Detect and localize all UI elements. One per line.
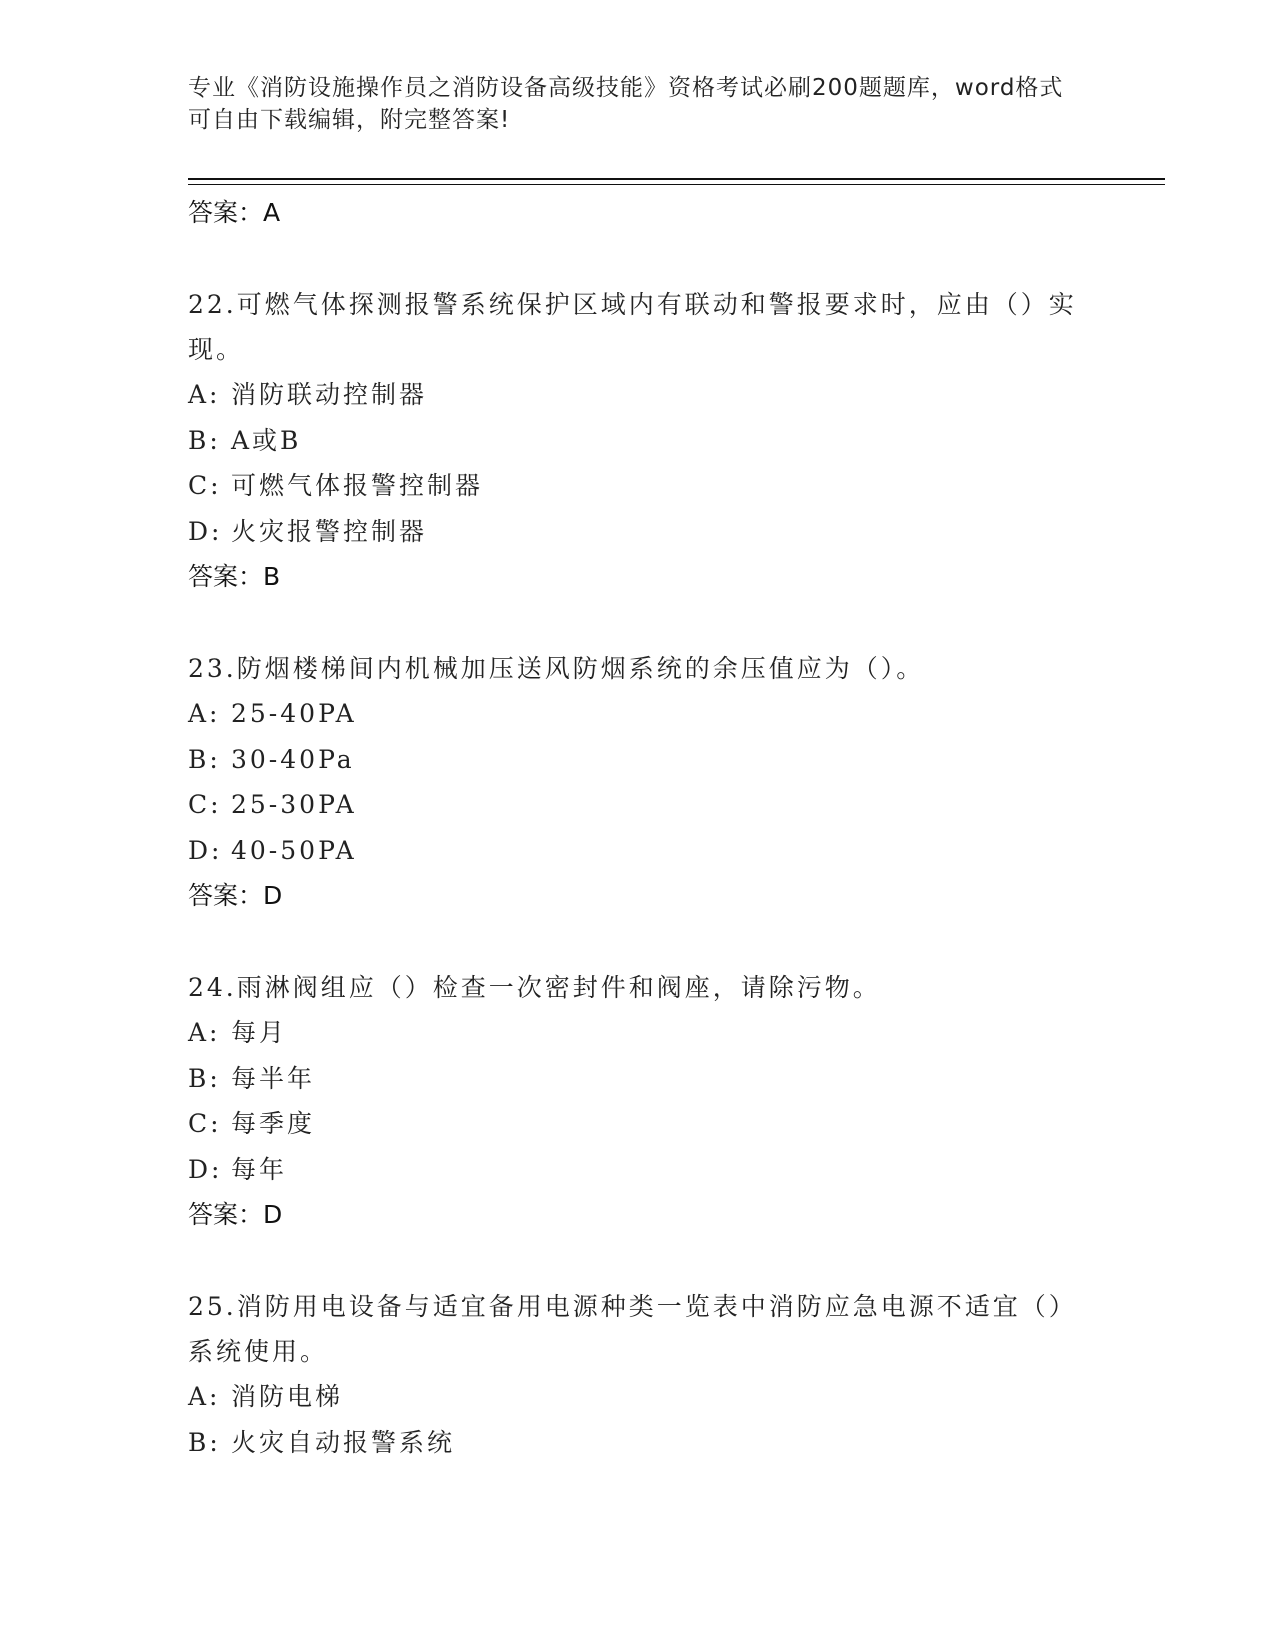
option-text: A或B	[231, 425, 302, 455]
option-label: A:	[188, 1382, 221, 1411]
option-text: 40-50PA	[231, 835, 357, 865]
page-header: 专业《消防设施操作员之消防设备高级技能》资格考试必刷200题题库，word格式可自由下载编辑，附完整答案!	[188, 75, 1064, 133]
answer-line: 答案：D	[188, 881, 283, 910]
question-text: 23.防烟楼梯间内机械加压送风防烟系统的余压值应为（）。	[188, 654, 925, 683]
option-label: B:	[188, 1063, 221, 1093]
option-c	[188, 1101, 1088, 1147]
option-d	[188, 828, 1088, 874]
option-b	[188, 1056, 1088, 1102]
option-label: A:	[188, 380, 221, 409]
question-block	[188, 965, 1088, 1238]
option-label: B:	[188, 744, 221, 774]
option-text: 25-30PA	[231, 790, 357, 819]
question-text: 24.雨淋阀组应（）检查一次密封件和阀座，请除污物。	[188, 973, 881, 1002]
option-c	[188, 463, 1088, 509]
option-a	[188, 691, 1088, 737]
option-label: C:	[188, 471, 222, 500]
option-a	[188, 1374, 1088, 1420]
option-text: 消防电梯	[231, 1382, 344, 1411]
option-text: 每月	[231, 1018, 288, 1047]
option-b	[188, 1420, 1088, 1466]
option-text: 火灾报警控制器	[231, 516, 428, 546]
option-label: D:	[188, 1154, 223, 1184]
option-text: 每年	[231, 1154, 288, 1184]
option-label: D:	[188, 516, 223, 546]
option-b	[188, 418, 1088, 464]
option-a	[188, 372, 1088, 418]
option-d	[188, 509, 1088, 555]
header-divider-thin	[188, 184, 1165, 185]
question-block	[188, 1284, 1088, 1465]
question-text: 25.消防用电设备与适宜备用电源种类一览表中消防应急电源不适宜（）系统使用。	[188, 1292, 1077, 1366]
option-b	[188, 737, 1088, 783]
option-label: C:	[188, 1109, 222, 1138]
question-text: 22.可燃气体探测报警系统保护区域内有联动和警报要求时，应由（）实现。	[188, 290, 1077, 364]
option-text: 25-40PA	[231, 699, 357, 728]
question-block	[188, 282, 1088, 600]
option-text: 每半年	[231, 1063, 316, 1093]
option-text: 火灾自动报警系统	[231, 1427, 456, 1457]
option-text: 每季度	[231, 1109, 316, 1138]
option-text: 消防联动控制器	[231, 380, 428, 409]
option-d	[188, 1147, 1088, 1193]
option-label: D:	[188, 835, 223, 865]
option-label: A:	[188, 1018, 221, 1047]
option-label: B:	[188, 425, 221, 455]
answer-line: 答案：D	[188, 1200, 283, 1229]
answer-line: 答案：A	[188, 198, 281, 227]
answer-line: 答案：B	[188, 562, 281, 591]
option-label: B:	[188, 1427, 221, 1457]
header-divider-thick	[188, 178, 1165, 180]
question-block	[188, 646, 1088, 919]
option-label: A:	[188, 699, 221, 728]
question-list	[188, 190, 1088, 1465]
option-label: C:	[188, 790, 222, 819]
option-a	[188, 1010, 1088, 1056]
option-text: 30-40Pa	[231, 744, 355, 774]
option-c	[188, 782, 1088, 828]
option-text: 可燃气体报警控制器	[231, 471, 484, 500]
